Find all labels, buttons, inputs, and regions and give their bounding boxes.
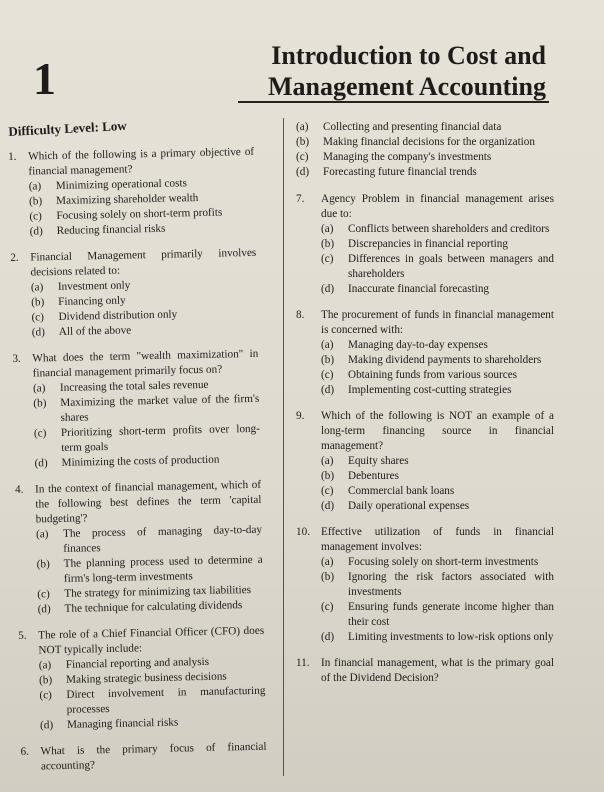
option-label: (a) — [321, 455, 334, 467]
option-item — [321, 338, 554, 353]
question-number: 6. — [20, 745, 30, 758]
option-label: (a) — [321, 223, 334, 235]
option-text: Managing day-to-day expenses — [348, 339, 488, 351]
option-item — [321, 630, 554, 645]
option-item — [39, 684, 266, 719]
option-label: (c) — [29, 210, 42, 223]
question-text: Which of the following is NOT an example of a long-term financing source in financial management? — [321, 410, 554, 452]
option-item — [321, 600, 554, 630]
question-number: 4. — [14, 483, 24, 496]
option-text: Forecasting future financial trends — [323, 166, 477, 178]
option-text: Making dividend payments to shareholders — [348, 354, 542, 366]
option-item — [34, 422, 261, 457]
question-number: 3. — [12, 352, 21, 365]
question-item — [20, 740, 267, 775]
option-text: Discrepancies in financial reporting — [348, 238, 508, 250]
option-label: (b) — [28, 195, 43, 208]
option-label: (b) — [321, 571, 335, 583]
option-label: (a) — [28, 180, 42, 193]
option-item — [321, 252, 554, 282]
option-label: (a) — [321, 556, 334, 568]
option-text: Financing only — [58, 294, 126, 308]
question-number: 8. — [296, 309, 305, 321]
question-item — [15, 478, 264, 618]
chapter-title-line2: Management Accounting — [267, 72, 546, 101]
question-item — [296, 409, 554, 514]
option-text: Maximizing shareholder wealth — [55, 192, 199, 208]
chapter-title-line1: Introduction to Cost and — [271, 41, 546, 70]
option-label: (d) — [31, 326, 45, 339]
option-item — [33, 392, 260, 427]
option-text: Focusing solely on short-term investments — [348, 556, 539, 568]
question-text: In financial management, what is the primary goal of the Dividend Decision? — [321, 657, 554, 684]
option-item — [321, 383, 554, 398]
question-number: 10. — [296, 526, 310, 538]
question-text: Which of the following is a primary objective of financial management? — [28, 145, 255, 178]
option-label: (d) — [296, 166, 310, 178]
option-label: (a) — [321, 339, 334, 351]
option-label: (a) — [35, 528, 49, 541]
option-text: Direct involvement in manufacturing processes — [66, 684, 266, 716]
option-label: (d) — [321, 631, 335, 643]
option-item — [321, 237, 554, 252]
option-text: Reducing financial risks — [56, 222, 166, 237]
option-text: Conflicts between shareholders and creditors — [348, 223, 550, 235]
option-text: The strategy for minimizing tax liabilities — [64, 584, 252, 600]
option-item — [321, 499, 554, 514]
option-label: (b) — [321, 470, 335, 482]
option-item — [321, 484, 554, 499]
question-text: The procurement of funds in financial management is concerned with: — [321, 309, 554, 336]
question-text: The role of a Chief Financial Officer (CFO) does NOT typically include: — [38, 624, 265, 657]
option-text: Financial reporting and analysis — [65, 655, 210, 671]
option-label: (d) — [321, 283, 335, 295]
question-number: 5. — [18, 629, 27, 642]
option-text: Minimizing the costs of production — [61, 453, 220, 469]
question-number: 7. — [296, 193, 305, 205]
option-item — [296, 135, 554, 150]
column-divider — [283, 118, 284, 776]
question-item — [10, 246, 258, 341]
question-number: 2. — [10, 251, 19, 264]
option-label: (c) — [321, 253, 334, 265]
option-label: (a) — [30, 281, 44, 294]
option-text: Prioritizing short-term profits over long-term goals — [60, 422, 261, 454]
option-label: (c) — [31, 311, 45, 324]
option-text: Increasing the total sales revenue — [59, 378, 209, 394]
question-item — [296, 192, 554, 297]
option-label: (c) — [321, 369, 334, 381]
option-item — [321, 469, 554, 484]
option-item — [296, 120, 554, 135]
option-label: (c) — [321, 485, 334, 497]
option-text: The planning process used to determine a firm's long-term investments — [63, 553, 263, 585]
option-label: (d) — [37, 603, 51, 616]
question-text: What is the primary focus of financial accounting? — [40, 740, 267, 773]
question-item — [296, 308, 554, 398]
option-label: (a) — [38, 659, 52, 672]
question-item — [296, 525, 554, 645]
option-label: (d) — [321, 384, 335, 396]
option-label: (b) — [33, 397, 47, 410]
question-number: 1. — [8, 150, 17, 163]
option-label: (a) — [32, 382, 46, 395]
option-label: (a) — [296, 121, 309, 133]
option-item — [321, 353, 554, 368]
option-label: (c) — [33, 427, 47, 440]
option-text: Obtaining funds from various sources — [348, 369, 518, 381]
option-text: Managing financial risks — [66, 716, 179, 731]
option-text: Managing the company's investments — [323, 151, 492, 163]
difficulty-level: Difficulty Level: Low — [8, 117, 128, 139]
option-label: (b) — [321, 354, 335, 366]
option-label: (c) — [37, 588, 50, 601]
question-number: 11. — [296, 657, 310, 669]
option-text: Making strategic business decisions — [65, 670, 227, 686]
chapter-number: 1 — [33, 53, 56, 104]
option-item — [321, 454, 554, 469]
option-item — [321, 282, 554, 297]
option-text: Ignoring the risk factors associated with investments — [348, 571, 554, 598]
option-text: Focusing solely on short-term profits — [56, 206, 223, 222]
option-label: (d) — [34, 457, 48, 470]
option-item — [36, 523, 263, 558]
option-item — [321, 570, 554, 600]
option-label: (b) — [296, 136, 310, 148]
option-text: Investment only — [57, 279, 131, 293]
option-text: Debentures — [348, 470, 399, 482]
option-text: All of the above — [58, 324, 132, 338]
option-text: Equity shares — [348, 455, 409, 467]
option-label: (b) — [31, 296, 45, 309]
option-label: (b) — [36, 558, 50, 571]
option-item — [321, 368, 554, 383]
option-text: Collecting and presenting financial data — [323, 121, 502, 133]
title-underline — [238, 101, 549, 103]
option-text: Limiting investments to low-risk options only — [348, 631, 554, 643]
question-text: Financial Management primarily involves decisions related to: — [30, 246, 257, 279]
question-item — [296, 656, 554, 686]
option-text: Maximizing the market value of the firm's shares — [60, 392, 260, 424]
option-label: (c) — [296, 151, 309, 163]
option-text: The process of managing day-to-day finances — [62, 523, 263, 555]
option-item — [37, 553, 264, 588]
option-text: Daily operational expenses — [348, 500, 470, 512]
option-label: (b) — [38, 674, 53, 687]
question-text: What does the term "wealth maximization" in financial management primarily focus on? — [32, 347, 259, 380]
option-text: Implementing cost-cutting strategies — [348, 384, 512, 396]
option-text: The technique for calculating dividends — [64, 599, 243, 615]
chapter-title — [268, 40, 546, 102]
option-text: Minimizing operational costs — [55, 177, 187, 193]
option-label: (d) — [321, 500, 335, 512]
option-text: Inaccurate financial forecasting — [348, 283, 490, 295]
option-item — [321, 222, 554, 237]
option-item — [321, 555, 554, 570]
question-number: 9. — [296, 410, 305, 422]
question-item — [18, 624, 266, 734]
option-label: (b) — [321, 238, 335, 250]
question-text: Agency Problem in financial management arises due to: — [321, 193, 554, 220]
option-text: Dividend distribution only — [58, 308, 178, 323]
option-text: Commercial bank loans — [348, 485, 455, 497]
right-column — [296, 120, 554, 697]
option-label: (c) — [39, 689, 52, 702]
option-text: Differences in goals between managers and shareholders — [348, 253, 554, 280]
question-text: In the context of financial management, which of the following best defines the term 'capital budgeting'? — [34, 478, 262, 526]
question-text: Effective utilization of funds in financial management involves: — [321, 526, 554, 553]
continued-options — [296, 120, 554, 180]
option-text: Ensuring funds generate income higher than their cost — [348, 601, 554, 628]
option-item — [296, 150, 554, 165]
option-text: Making financial decisions for the organization — [323, 136, 535, 148]
question-item — [12, 347, 260, 472]
question-item — [8, 145, 256, 240]
option-item — [296, 165, 554, 180]
option-label: (d) — [29, 225, 43, 238]
left-column — [8, 145, 267, 786]
option-label: (c) — [321, 601, 334, 613]
option-label: (d) — [39, 719, 54, 732]
